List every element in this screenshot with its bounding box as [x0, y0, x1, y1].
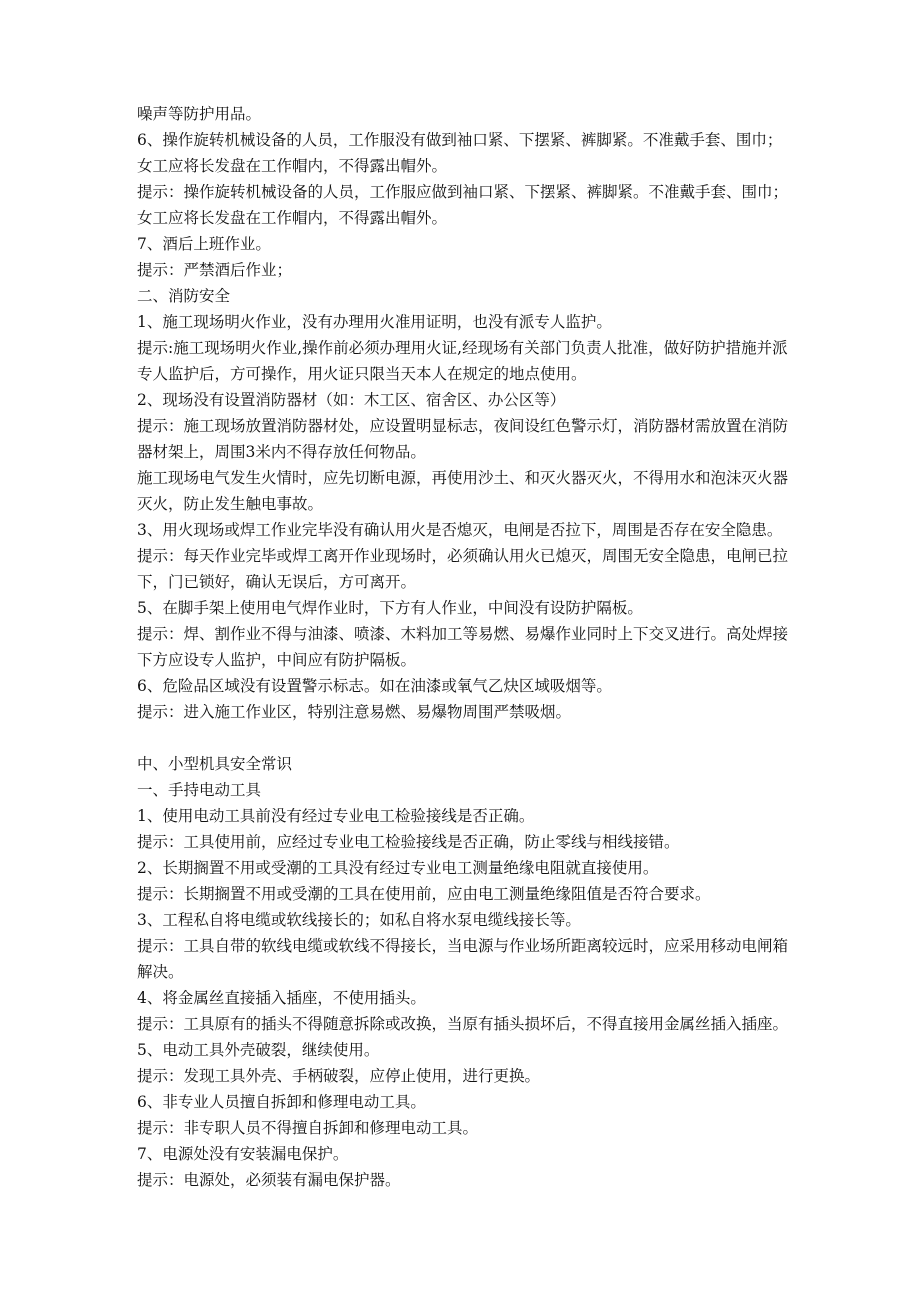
paragraph: 提示：进入施工作业区，特别注意易燃、易爆物周围严禁吸烟。 — [137, 703, 572, 721]
paragraph: 6、危险品区域没有设置警示标志。如在油漆或氧气乙炔区域吸烟等。 — [137, 677, 612, 695]
section-heading: 二、消防安全 — [137, 287, 231, 305]
paragraph: 1、使用电动工具前没有经过专业电工检验接线是否正确。 — [137, 807, 535, 825]
paragraph: 2、长期搁置不用或受潮的工具没有经过专业电工测量绝缘电阻就直接使用。 — [137, 859, 659, 877]
chapter-heading: 中、小型机具安全常识 — [137, 755, 293, 773]
paragraph: 提示：长期搁置不用或受潮的工具在使用前，应由电工测量绝缘阻值是否符合要求。 — [137, 885, 711, 903]
paragraph: 7、酒后上班作业。 — [137, 235, 271, 253]
paragraph: 4、将金属丝直接插入插座，不使用插头。 — [137, 989, 426, 1007]
paragraph: 6、非专业人员擅自拆卸和修理电动工具。 — [137, 1093, 426, 1111]
paragraph: 提示：施工现场放置消防器材处，应设置明显标志，夜间设红色警示灯，消防器材需放置在消防器材架上，周围3米内不得存放任何物品。 — [137, 417, 789, 461]
paragraph: 提示：焊、割作业不得与油漆、喷漆、木料加工等易燃、易爆作业同时上下交叉进行。高处焊接下方应设专人监护，中间应有防护隔板。 — [137, 625, 789, 669]
paragraph: 3、用火现场或焊工作业完毕没有确认用火是否熄灭，电闸是否拉下，周围是否存在安全隐患。 — [137, 521, 783, 539]
paragraph: 6、操作旋转机械设备的人员，工作服没有做到袖口紧、下摆紧、裤脚紧。不准戴手套、围巾；女工应将长发盘在工作帽内，不得露出帽外。 — [137, 131, 783, 175]
paragraph: 5、电动工具外壳破裂，继续使用。 — [137, 1041, 380, 1059]
paragraph: 提示：工具原有的插头不得随意拆除或改换，当原有插头损坏后，不得直接用金属丝插入插座。 — [137, 1015, 789, 1033]
paragraph: 提示：电源处，必须装有漏电保护器。 — [137, 1171, 401, 1189]
paragraph: 7、电源处没有安装漏电保护。 — [137, 1145, 349, 1163]
paragraph: 2、现场没有设置消防器材（如：木工区、宿舍区、办公区等） — [137, 391, 566, 409]
paragraph: 提示：非专职人员不得擅自拆卸和修理电动工具。 — [137, 1119, 479, 1137]
document-body — [137, 101, 797, 1193]
blank-line — [137, 725, 797, 751]
paragraph: 提示：工具自带的软线电缆或软线不得接长，当电源与作业场所距离较远时，应采用移动电闸箱解决。 — [137, 937, 789, 981]
paragraph: 施工现场电气发生火情时，应先切断电源，再使用沙土、和灭火器灭火，不得用水和泡沫灭火器灭火，防止发生触电事故。 — [137, 469, 789, 513]
paragraph: 5、在脚手架上使用电气焊作业时，下方有人作业，中间没有设防护隔板。 — [137, 599, 643, 617]
section-heading: 一、手持电动工具 — [137, 781, 262, 799]
paragraph: 提示：工具使用前，应经过专业电工检验接线是否正确，防止零线与相线接错。 — [137, 833, 680, 851]
paragraph: 1、施工现场明火作业，没有办理用火准用证明，也没有派专人监护。 — [137, 313, 612, 331]
paragraph: 3、工程私自将电缆或软线接长的；如私自将水泵电缆线接长等。 — [137, 911, 581, 929]
paragraph: 提示：每天作业完毕或焊工离开作业现场时，必须确认用火已熄灭，周围无安全隐患，电闸已拉下，门已锁好，确认无误后，方可离开。 — [137, 547, 789, 591]
paragraph: 提示：严禁酒后作业； — [137, 261, 293, 279]
paragraph: 提示：操作旋转机械设备的人员，工作服应做到袖口紧、下摆紧、裤脚紧。不准戴手套、围巾；女工应将长发盘在工作帽内，不得露出帽外。 — [137, 183, 789, 227]
paragraph: 提示：发现工具外壳、手柄破裂，应停止使用，进行更换。 — [137, 1067, 541, 1085]
paragraph: 提示:施工现场明火作业,操作前必须办理用火证,经现场有关部门负责人批准，做好防护措施并派专人监护后，方可操作，用火证只限当天本人在规定的地点使用。 — [137, 339, 788, 383]
paragraph: 噪声等防护用品。 — [137, 105, 262, 123]
